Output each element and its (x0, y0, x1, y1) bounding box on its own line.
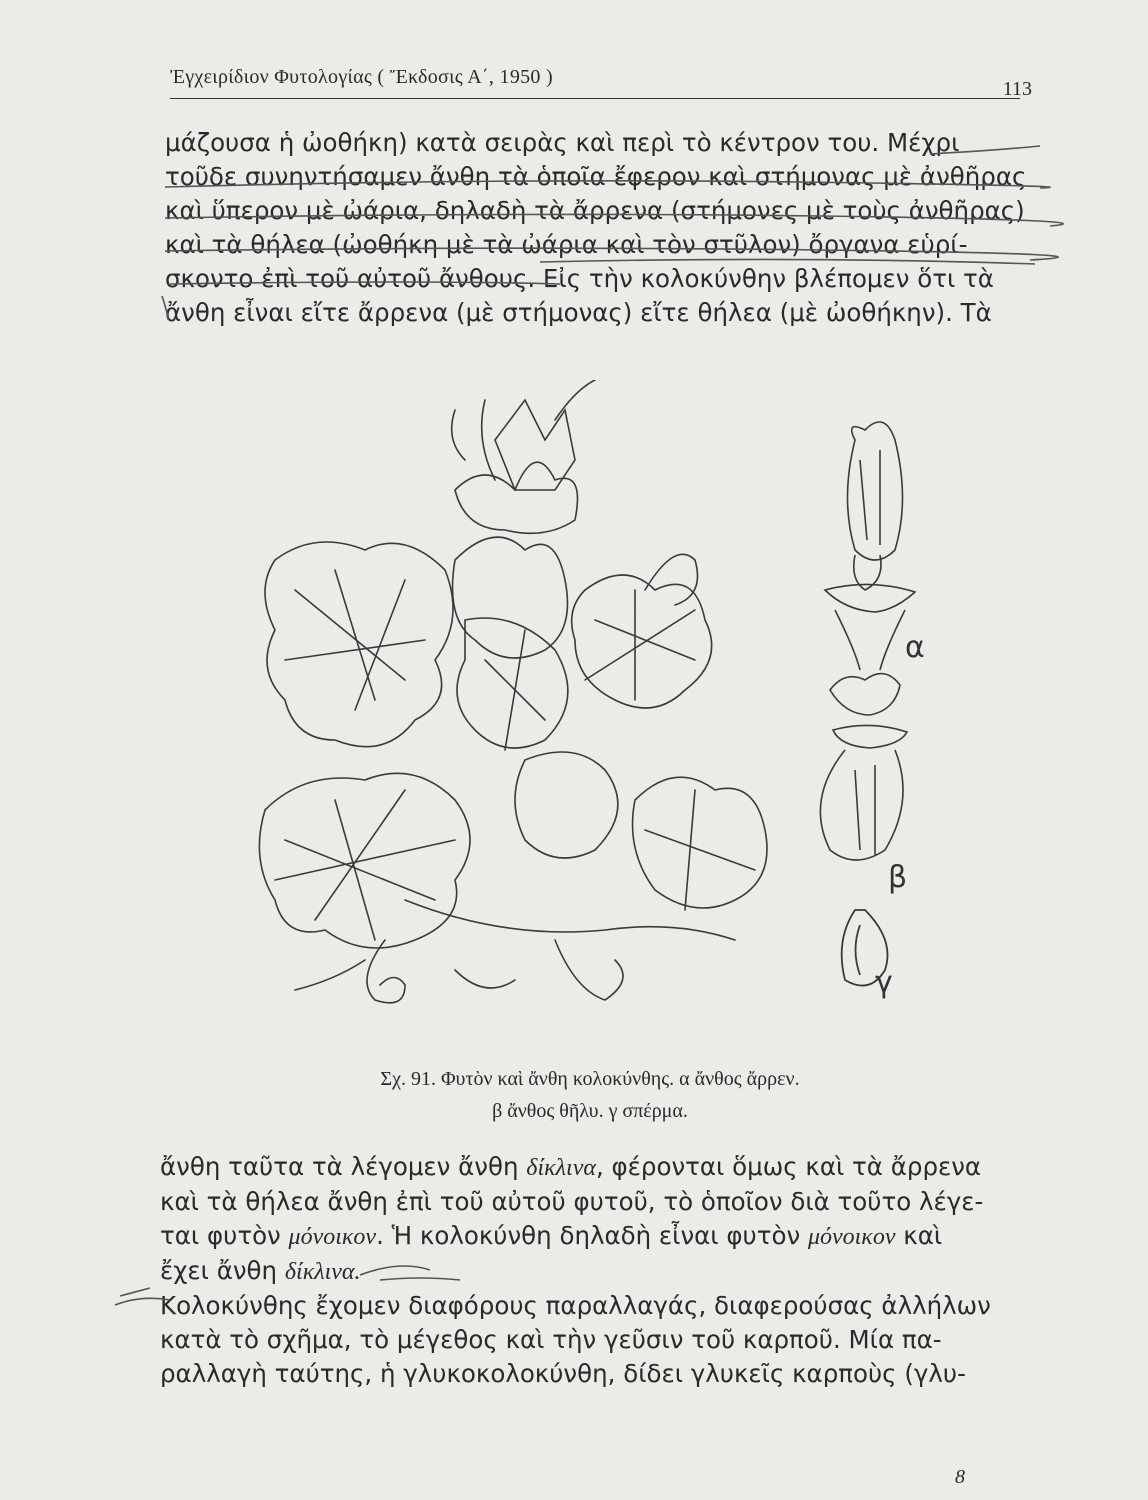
text-segment: ἄνθη ταῦτα τὰ λέγομεν ἄνθη (160, 1152, 519, 1181)
figure-caption-line-1: Σχ. 91. Φυτὸν καὶ ἄνθη κολοκύνθης. α ἄνθος ἄρρεν. (380, 1068, 800, 1090)
italic-term: δίκλινα (526, 1155, 596, 1181)
pumpkin-plant-illustration (255, 380, 955, 1060)
tendril (645, 554, 698, 605)
tendril (452, 380, 595, 480)
text-segment: . Ἡ κολοκύνθη δηλαδὴ εἶναι φυτὸν (376, 1221, 801, 1250)
text-line (160, 1150, 991, 1185)
pedicel (835, 610, 905, 670)
signature-number: 8 (955, 1466, 965, 1488)
stamen (848, 422, 903, 560)
flower-vein (485, 630, 545, 750)
receptacle (825, 584, 915, 612)
strike-line (165, 248, 1058, 260)
leaf (453, 537, 568, 658)
strike-line (165, 214, 1063, 226)
ovary (820, 750, 903, 860)
text-line: κατὰ τὸ σχῆμα, τὸ μέγεθος καὶ τὴν γεῦσιν τοῦ καρποῦ. Μία πα- (160, 1325, 942, 1354)
ovary-vein (855, 765, 875, 855)
italic-term: δίκλινα. (284, 1259, 361, 1285)
text-line: ραλλαγὴ ταύτης, ἡ γλυκοκολοκύνθη, δίδει γλυκεῖς καρποὺς (γλυ- (160, 1359, 966, 1388)
leaf-vein (275, 790, 455, 940)
figure-caption-line-2: β ἄνθος θῆλυ. γ σπέρμα. (492, 1100, 688, 1122)
leaf (265, 542, 453, 747)
strike-line (930, 146, 1040, 154)
italic-term: μόνοικον (807, 1224, 896, 1250)
leaf (633, 777, 768, 908)
pen-scribble (360, 1266, 460, 1280)
page-number: 113 (1002, 78, 1032, 100)
text-line: καὶ τὰ θήλεα (ὠοθήκη μὲ τὰ ὠάρια καὶ τὸν στῦλον) ὄργανα εὑρί- (165, 230, 968, 259)
text-segment: ἔχει ἄνθη (160, 1256, 278, 1285)
stamen-vein (860, 450, 880, 545)
strike-line (165, 181, 1050, 188)
text-line: Κολοκύνθης ἔχομεν διαφόρους παραλλαγάς, διαφερούσας ἀλλήλων (160, 1291, 991, 1320)
strike-line (540, 259, 1035, 264)
text-line: μάζουσα ἡ ὠοθήκη) κατὰ σειρὰς καὶ περὶ τὸ κέντρον του. Μέχρι (165, 128, 960, 157)
strike-line (162, 296, 168, 320)
header-title: Ἐγχειρίδιον Φυτολογίας ( Ἔκδοσις Α΄, 1950 ) (170, 66, 553, 88)
tendril (555, 940, 623, 1000)
flower-bud (495, 400, 575, 490)
text-segment: ται φυτὸν (160, 1221, 281, 1250)
text-line: τοῦδε συνηντήσαμεν ἄνθη τὰ ὁποῖα ἔφερον καὶ στήμονας μὲ ἀνθῆρας (165, 162, 1027, 191)
label-alpha: α (905, 630, 925, 665)
strike-line (170, 282, 560, 284)
label-gamma: γ (875, 965, 893, 1000)
label-beta: β (888, 860, 908, 895)
male-flower-detail (825, 422, 915, 670)
text-line: καὶ τὰ θήλεα ἄνθη ἐπὶ τοῦ αὐτοῦ φυτοῦ, τὸ ὁποῖον διὰ τοῦτο λέγε- (160, 1187, 984, 1216)
flower (515, 752, 618, 858)
text-line: σκοντο ἐπὶ τοῦ αὐτοῦ ἄνθους. Εἰς τὴν κολοκύνθην βλέπομεν ὅτι τὰ (165, 264, 994, 293)
leaf-vein (585, 590, 695, 700)
text-segment: καὶ (895, 1221, 943, 1250)
text-line: ἄνθη εἶναι εἴτε ἄρρενα (μὲ στήμονας) εἴτε θήλεα (μὲ ὠοθήκην). Τὰ (165, 298, 992, 327)
leaf-vein (645, 790, 755, 910)
stigma (830, 674, 900, 715)
text-segment: , φέρονται ὅμως καὶ τὰ ἄρρενα (595, 1152, 982, 1181)
tendril (367, 940, 405, 1003)
pen-strike-marks (0, 0, 1148, 320)
pen-scribble (115, 1288, 170, 1305)
flower (457, 618, 568, 748)
text-line: καὶ ὕπερον μὲ ὠάρια, δηλαδὴ τὰ ἄρρενα (στήμονες μὲ τοὺς ἀνθῆρας) (165, 196, 1025, 225)
female-flower-detail (820, 674, 907, 860)
italic-term: μόνοικον (288, 1224, 377, 1250)
leaf (455, 462, 578, 533)
leaf-vein (285, 570, 425, 710)
pen-margin-marks (0, 1200, 500, 1320)
ovary-ring (833, 725, 907, 748)
seed-inner (856, 925, 861, 975)
